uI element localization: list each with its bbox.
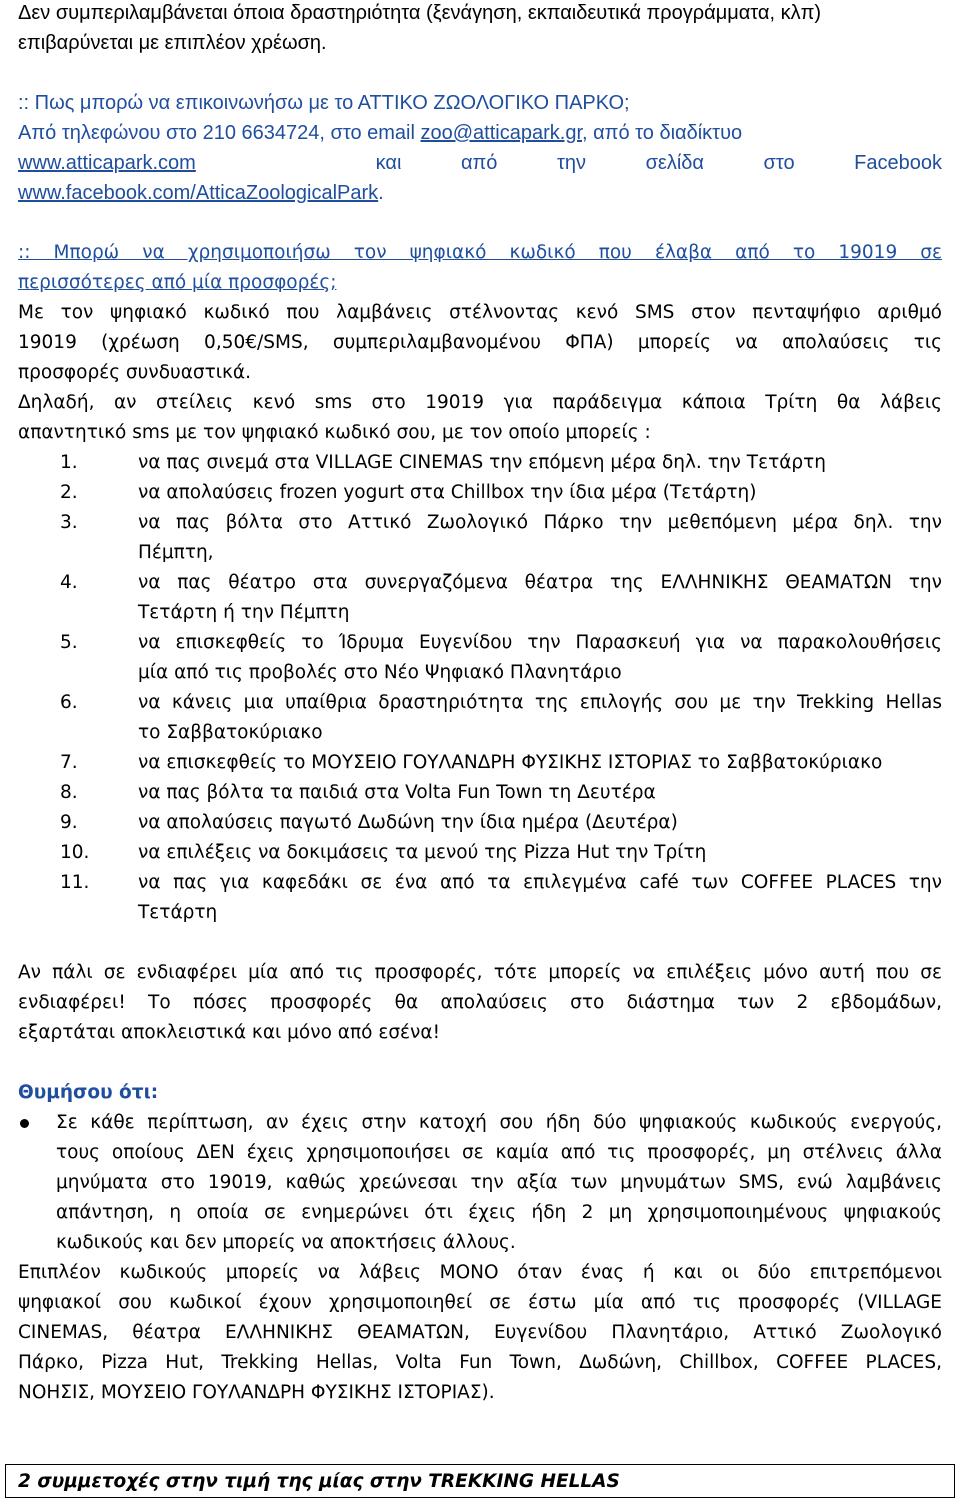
offer-number: 6. (60, 692, 78, 713)
code-p2-line-2: απαντητικό sms με τον ψηφιακό κωδικό σου, με τον οποίο μπορείς : (18, 422, 651, 443)
offer-text-line: να πας σινεμά στα VILLAGE CINEMAS την επόμενη μέρα δηλ. την Τετάρτη (138, 452, 827, 473)
offer-text-line: Τετάρτη (138, 902, 218, 923)
website-link[interactable]: www.atticapark.com (18, 152, 196, 174)
offer-text-line: να επισκεφθείς το ΜΟΥΣΕΙΟ ΓΟΥΛΑΝΔΡΗ ΦΥΣΙΚΗΣ ΙΣΤΟΡΙΑΣ το Σαββατοκύριακο (138, 752, 883, 773)
offer-text (138, 778, 942, 808)
offer-text-line: να πας για καφεδάκι σε ένα από τα επιλεγμένα café των COFFEE PLACES την (138, 872, 942, 893)
extra-line: CINEMAS, θέατρα ΕΛΛΗΝΙΚΗΣ ΘΕΑΜΑΤΩΝ, Ευγενίδου Πλανητάριο, Αττικό Ζωολογικό (18, 1322, 942, 1343)
intro-line-2: επιβαρύνεται με επιπλέον χρέωση. (18, 32, 327, 54)
offer-text (138, 808, 942, 838)
offer-number: 11. (60, 872, 90, 893)
offer-number: 7. (60, 752, 78, 773)
code-question-line-1: :: Μπορώ να χρησιμοποιήσω τον ψηφιακό κωδικό που έλαβα από το 19019 σε (18, 242, 942, 263)
contact-line-3-end: . (378, 182, 384, 204)
trekking-offer-title: 2 συμμετοχές στην τιμή της μίας στην TREKKING HELLAS (18, 1471, 620, 1492)
offer-item (60, 778, 942, 808)
code-p2-line-1: Δηλαδή, αν στείλεις κενό sms στο 19019 για παράδειγμα κάποια Τρίτη θα λάβεις (18, 392, 942, 413)
code-question-line-2: περισσότερες από μία προσφορές; (18, 272, 337, 293)
extra-line: Πάρκο, Pizza Hut, Trekking Hellas, Volta Fun Town, Δωδώνη, Chillbox, COFFEE PLACES, (18, 1352, 942, 1373)
offer-item (60, 628, 942, 688)
offer-item (60, 748, 942, 778)
closing-line-3: εξαρτάται αποκλειστικά και μόνο από εσένα! (18, 1022, 440, 1043)
contact-line-1-start: Από τηλεφώνου στο 210 6634724, στο email (18, 122, 421, 144)
extra-line: ψηφιακοί σου κωδικοί έχουν χρησιμοποιηθεί σε έστω μία από τις προσφορές (VILLAGE (18, 1292, 942, 1313)
offer-number: 3. (60, 512, 78, 533)
contact-line-3 (18, 178, 942, 208)
offer-number: 4. (60, 572, 78, 593)
bullet-icon (20, 1119, 29, 1128)
bullet-line: κωδικούς και δεν μπορείς να αποκτήσεις άλλους. (56, 1232, 516, 1253)
contact-line-1 (18, 118, 942, 148)
offer-text (138, 838, 942, 868)
extra-line: ΝΟΗΣΙΣ, ΜΟΥΣΕΙΟ ΓΟΥΛΑΝΔΡΗ ΦΥΣΙΚΗΣ ΙΣΤΟΡΙΑΣ). (18, 1382, 495, 1403)
offer-number: 10. (60, 842, 90, 863)
offer-text-line: να επισκεφθείς το Ίδρυμα Ευγενίδου την Παρασκευή για να παρακολουθήσεις (138, 632, 942, 653)
offer-text (138, 688, 942, 748)
offer-number: 1. (60, 452, 78, 473)
extra-line: Επιπλέον κωδικούς μπορείς να λάβεις ΜΟΝΟ όταν ένας ή και οι δύο επιτρεπόμενοι (18, 1262, 942, 1283)
offer-number: 2. (60, 482, 78, 503)
offer-text-line: Τετάρτη ή την Πέμπτη (138, 602, 350, 623)
code-p1-line-3: προσφορές συνδυαστικά. (18, 362, 252, 383)
offer-text-line: μία από τις προβολές στο Νέο Ψηφιακό Πλανητάριο (138, 662, 622, 683)
contact-line-2 (18, 148, 942, 178)
bullet-line: μηνύματα στο 19019, καθώς χρεώνεσαι την αξία των μηνυμάτων SMS, ενώ λαμβάνεις (56, 1172, 942, 1193)
closing-line-1: Αν πάλι σε ενδιαφέρει μία από τις προσφορές, τότε μπορείς να επιλέξεις μόνο αυτή που σε (18, 962, 942, 983)
offer-text-line: να απολαύσεις παγωτό Δωδώνη την ίδια ημέρα (Δευτέρα) (138, 812, 678, 833)
bullet-line: απάντηση, η οποία σε ενημερώνει ότι έχεις ήδη 2 μη χρησιμοποιημένους ψηφιακούς (56, 1202, 942, 1223)
offer-text (138, 748, 942, 778)
offer-text-line: να απολαύσεις frozen yogurt στα Chillbox την ίδια μέρα (Τετάρτη) (138, 482, 757, 503)
offer-number: 5. (60, 632, 78, 653)
facebook-link[interactable]: www.facebook.com/AtticaZoologicalPark (18, 182, 379, 204)
offer-item (60, 688, 942, 748)
offer-item (60, 478, 942, 508)
offer-item (60, 868, 942, 928)
offer-text (138, 478, 942, 508)
code-p1-line-2: 19019 (χρέωση 0,50€/SMS, συμπεριλαμβανομένου ΦΠΑ) μπορείς να απολαύσεις τις (18, 332, 942, 353)
trekking-offer-box (5, 1464, 955, 1498)
offer-text (138, 448, 942, 478)
offer-item (60, 568, 942, 628)
offer-text-line: να πας θέατρο στα συνεργαζόμενα θέατρα της ΕΛΛΗΝΙΚΗΣ ΘΕΑΜΑΤΩΝ την (138, 572, 942, 593)
offer-text-line: να επιλέξεις να δοκιμάσεις τα μενού της Pizza Hut την Τρίτη (138, 842, 707, 863)
offer-text-line: να πας βόλτα τα παιδιά στα Volta Fun Town τη Δευτέρα (138, 782, 656, 803)
offer-text-line: να κάνεις μια υπαίθρια δραστηριότητα της επιλογής σου με την Trekking Hellas (138, 692, 942, 713)
offer-text-line: το Σαββατοκύριακο (138, 722, 323, 743)
offer-text (138, 508, 942, 568)
offer-text (138, 628, 942, 688)
offer-number: 8. (60, 782, 78, 803)
offer-text-line: να πας βόλτα στο Αττικό Ζωολογικό Πάρκο την μεθεπόμενη μέρα δηλ. την (138, 512, 942, 533)
contact-question: :: Πως μπορώ να επικοινωνήσω με το ΑΤΤΙΚΟ ΖΩΟΛΟΓΙΚΟ ΠΑΡΚΟ; (18, 92, 630, 114)
offer-item (60, 808, 942, 838)
offer-item (60, 448, 942, 478)
intro-line-1: Δεν συμπεριλαμβάνεται όποια δραστηριότητα (ξενάγηση, εκπαιδευτικά προγράμματα, κλπ) (18, 2, 822, 24)
offer-text (138, 568, 942, 628)
code-p1-line-1: Με τον ψηφιακό κωδικό που λαμβάνεις στέλνοντας κενό SMS στον πενταψήφιο αριθμό (18, 302, 942, 323)
bullet-line: Σε κάθε περίπτωση, αν έχεις στην κατοχή σου ήδη δύο ψηφιακούς κωδικούς ενεργούς, (56, 1112, 942, 1133)
offer-text (138, 868, 942, 928)
remember-heading: Θυμήσου ότι: (18, 1082, 159, 1103)
contact-line-2-text: και από την σελίδα στο Facebook (375, 152, 942, 174)
bullet-line: τους οποίους ΔΕΝ έχεις χρησιμοποιήσει σε καμία από τις προσφορές, μη στέλνεις άλλα (56, 1142, 942, 1163)
offer-number: 9. (60, 812, 78, 833)
offer-item (60, 508, 942, 568)
contact-line-1-end: , από το διαδίκτυο (582, 122, 743, 144)
email-link[interactable]: zoo@atticapark.gr (420, 122, 582, 144)
offer-item (60, 838, 942, 868)
closing-line-2: ενδιαφέρει! Το πόσες προσφορές θα απολαύσεις στο διάστημα των 2 εβδομάδων, (18, 992, 942, 1013)
offer-text-line: Πέμπτη, (138, 542, 214, 563)
